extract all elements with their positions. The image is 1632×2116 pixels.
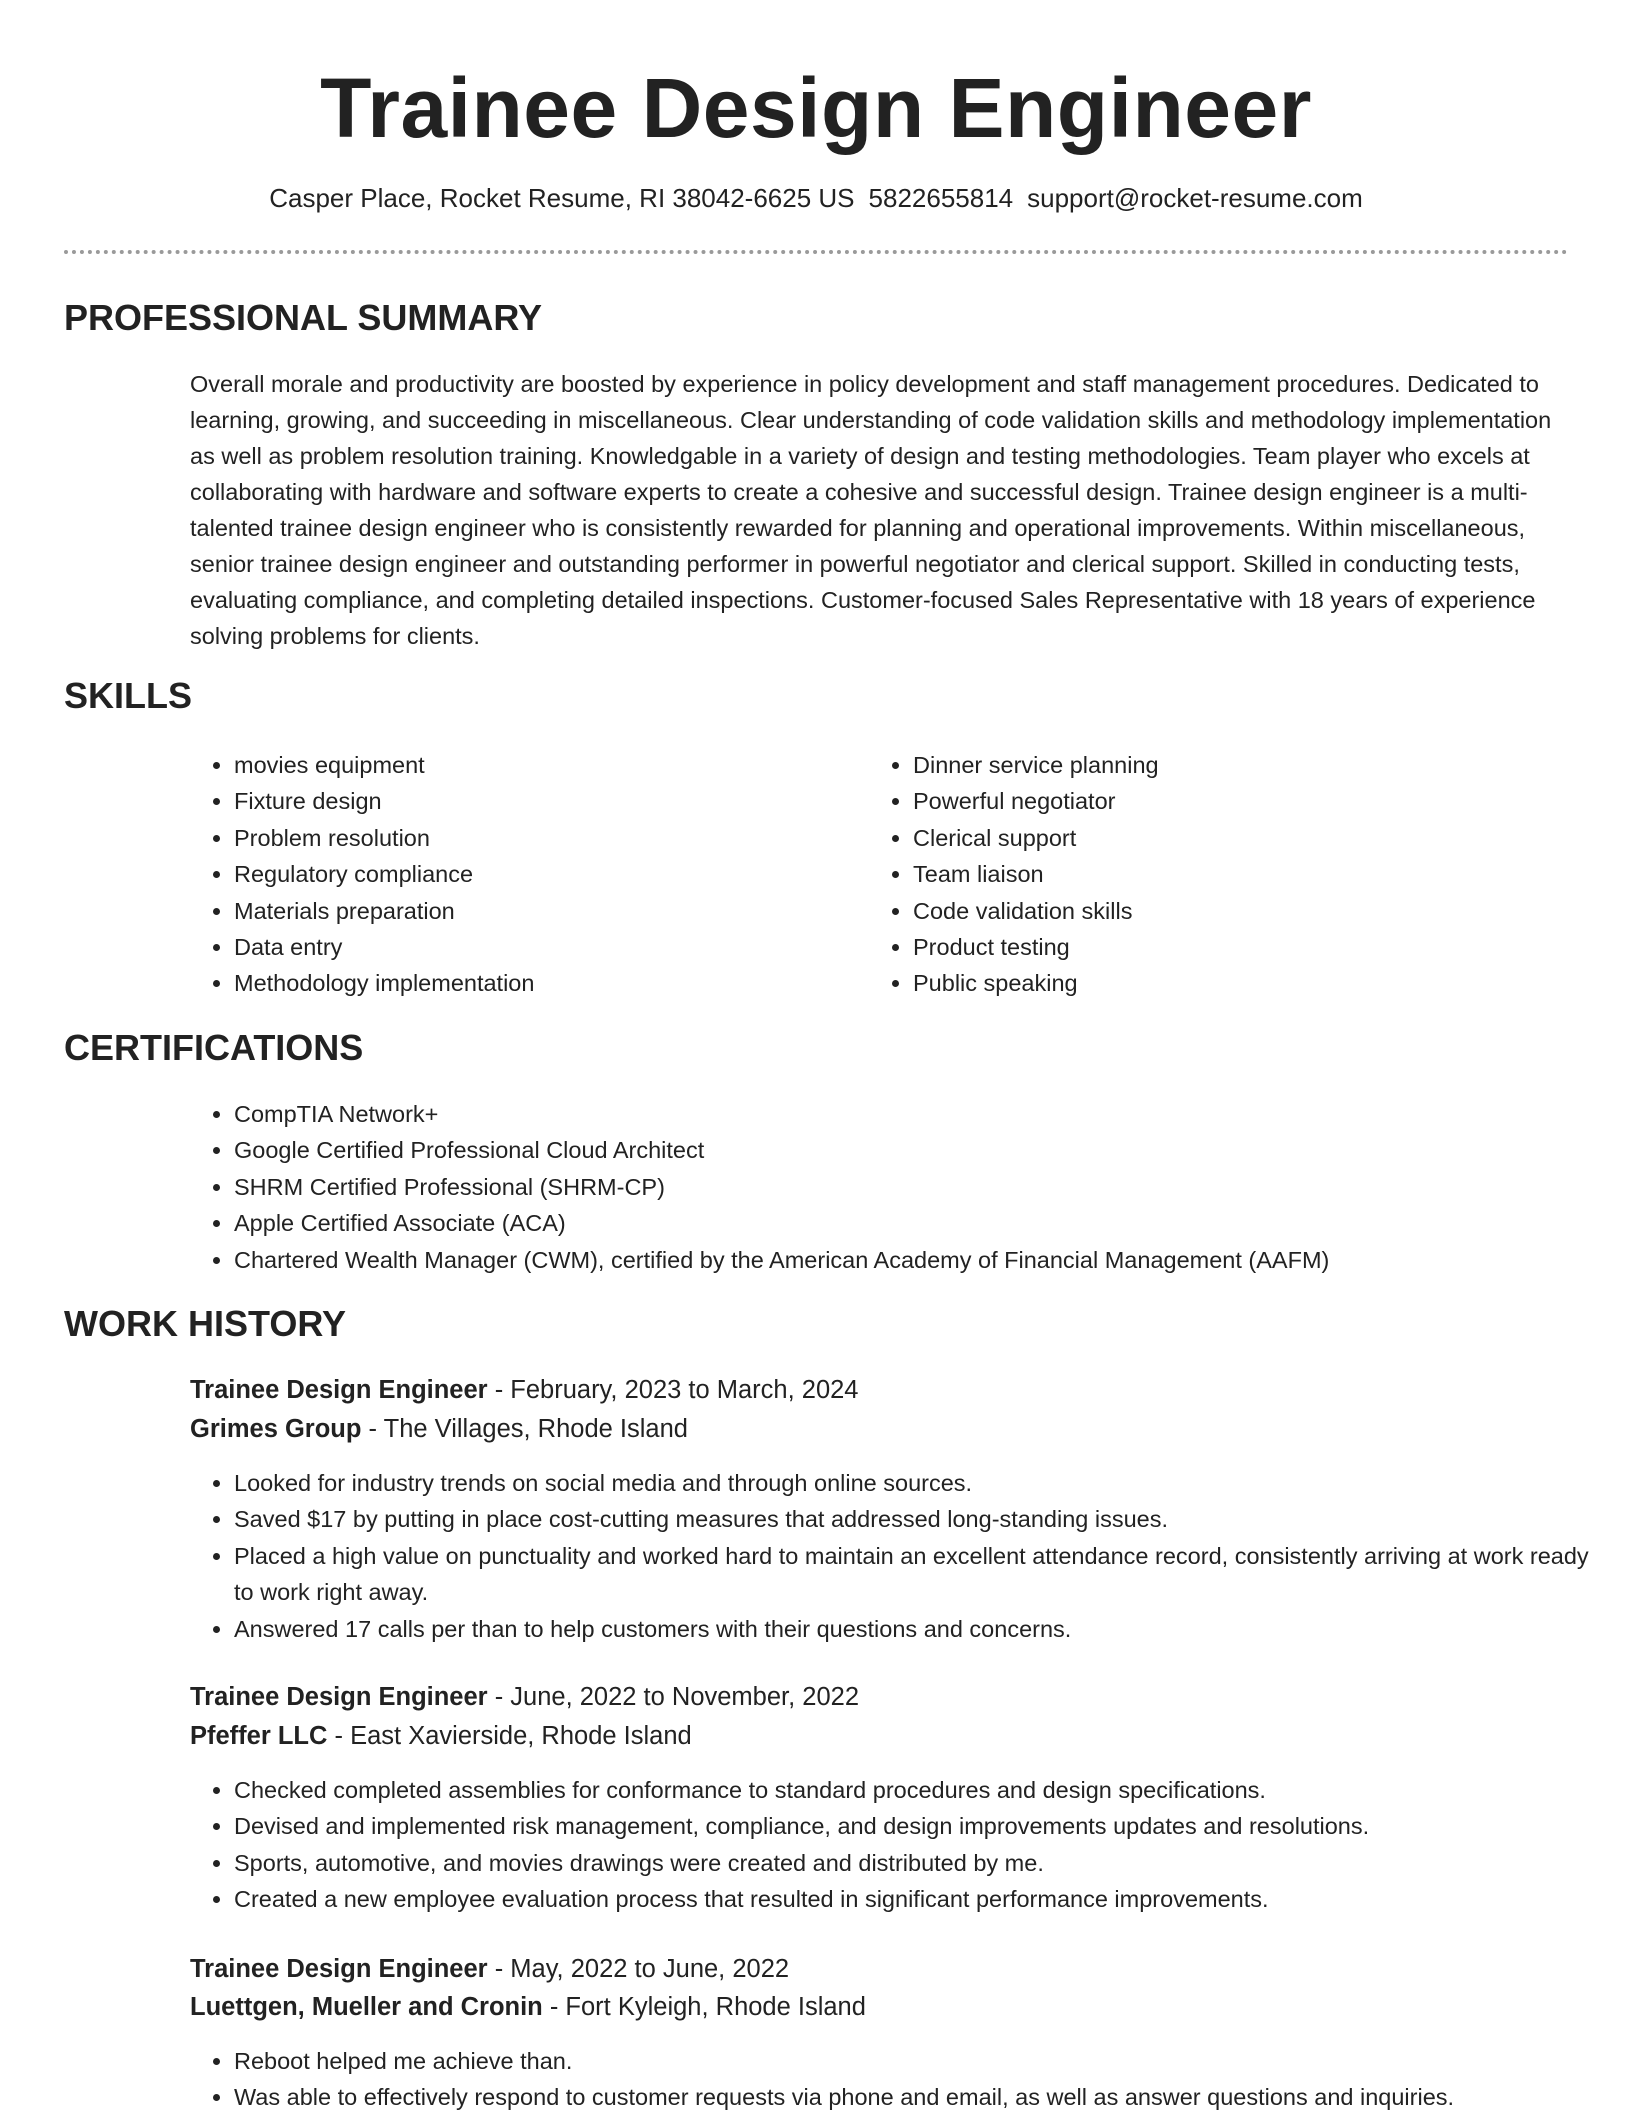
job-role: Trainee Design Engineer <box>190 1955 488 1983</box>
job-company-line <box>190 1410 688 1449</box>
job-bullet: • Reboot helped me achieve than. <box>234 2043 1604 2079</box>
skill-item: • movies equipment <box>234 747 864 783</box>
job-bullet: • Looked for industry trends on social media and through online sources. <box>234 1465 1604 1501</box>
contact-address: Casper Place, Rocket Resume, RI 38042-6625 US <box>269 183 855 213</box>
certifications-section-title: CERTIFICATIONS <box>64 1027 364 1068</box>
job-bullet: • Placed a high value on punctuality and worked hard to maintain an excellent attendance record, consistently arriving at work ready to work right away. <box>234 1538 1604 1611</box>
job-bullet: • Created a new employee evaluation process that resulted in significant performance improvements. <box>234 1881 1604 1917</box>
summary-text: Overall morale and productivity are boosted by experience in policy development and staff management procedures. Dedicated to learning, growing, and succeeding in miscellaneous. Clear understanding of code validation skills and methodology implementation as well as problem resolution training. Knowledgable in a variety of design and testing methodologies. Team player who excels at collaborating with hardware and software experts to create a cohesive and successful design. Trainee design engineer is a multi-talented trainee design engineer who is consistently rewarded for planning and operational improvements. Within miscellaneous, senior trainee design engineer and outstanding performer in powerful negotiator and clerical support. Skilled in conducting tests, evaluating compliance, and completing detailed inspections. Customer-focused Sales Representative with 18 years of experience solving problems for clients. <box>190 371 1552 649</box>
job-bullets <box>190 1465 1604 1647</box>
job-title-line <box>190 1678 859 1717</box>
skill-item: • Clerical support <box>913 820 1543 856</box>
job-location: - East Xavierside, Rhode Island <box>327 1722 692 1750</box>
skill-item: • Regulatory compliance <box>234 856 864 892</box>
skill-item: • Data entry <box>234 929 864 965</box>
certification-item: • CompTIA Network+ <box>234 1096 1604 1132</box>
job-bullets <box>190 2043 1604 2116</box>
skills-section-title: SKILLS <box>64 675 193 716</box>
job-role: Trainee Design Engineer <box>190 1683 488 1711</box>
contact-email[interactable]: support@rocket-resume.com <box>1027 183 1363 213</box>
contact-line <box>0 180 1632 216</box>
job-title-line <box>190 1950 789 1989</box>
job-title-line <box>190 1371 859 1410</box>
skill-item: • Methodology implementation <box>234 965 864 1001</box>
skill-item: • Dinner service planning <box>913 747 1543 783</box>
job-location: - Fort Kyleigh, Rhode Island <box>542 1993 866 2021</box>
work-history-section-title: WORK HISTORY <box>64 1303 347 1344</box>
job-company-line <box>190 1988 866 2027</box>
job-company: Luettgen, Mueller and Cronin <box>190 1993 543 2021</box>
skills-list-right <box>869 747 1543 1002</box>
job-bullet: • Devised and implemented risk management, compliance, and design improvements updates and resolutions. <box>234 1808 1604 1844</box>
certifications-list <box>190 1096 1604 1278</box>
skill-item: • Product testing <box>913 929 1543 965</box>
skill-item: • Code validation skills <box>913 893 1543 929</box>
job-bullet: • Was able to effectively respond to customer requests via phone and email, as well as answer questions and inquiries. <box>234 2079 1604 2115</box>
job-role: Trainee Design Engineer <box>190 1376 488 1404</box>
header-divider <box>64 250 1568 254</box>
job-company-line <box>190 1717 692 1756</box>
job-company: Pfeffer LLC <box>190 1722 328 1750</box>
skill-item: • Public speaking <box>913 965 1543 1001</box>
job-dates: - June, 2022 to November, 2022 <box>487 1683 860 1711</box>
summary-section-title: PROFESSIONAL SUMMARY <box>64 297 543 338</box>
job-bullet: • Sports, automotive, and movies drawings were created and distributed by me. <box>234 1845 1604 1881</box>
job-bullet: • Answered 17 calls per than to help customers with their questions and concerns. <box>234 1611 1604 1647</box>
contact-phone[interactable]: 5822655814 <box>868 183 1014 213</box>
job-company: Grimes Group <box>190 1415 362 1443</box>
skill-item: • Materials preparation <box>234 893 864 929</box>
job-dates: - February, 2023 to March, 2024 <box>487 1376 859 1404</box>
skill-item: • Powerful negotiator <box>913 783 1543 819</box>
resume-name-heading: Trainee Design Engineer <box>320 61 1312 155</box>
job-bullets <box>190 1772 1604 1918</box>
skill-item: • Team liaison <box>913 856 1543 892</box>
job-dates: - May, 2022 to June, 2022 <box>487 1955 790 1983</box>
job-location: - The Villages, Rhode Island <box>361 1415 688 1443</box>
certification-item: • Google Certified Professional Cloud Architect <box>234 1132 1604 1168</box>
skills-list-left <box>190 747 864 1002</box>
skill-item: • Problem resolution <box>234 820 864 856</box>
certification-item: • Chartered Wealth Manager (CWM), certified by the American Academy of Financial Management (AAFM) <box>234 1242 1604 1278</box>
job-bullet: • Saved $17 by putting in place cost-cutting measures that addressed long-standing issues. <box>234 1501 1604 1537</box>
skill-item: • Fixture design <box>234 783 864 819</box>
certification-item: • SHRM Certified Professional (SHRM-CP) <box>234 1169 1604 1205</box>
job-bullet: • Checked completed assemblies for conformance to standard procedures and design specifications. <box>234 1772 1604 1808</box>
certification-item: • Apple Certified Associate (ACA) <box>234 1205 1604 1241</box>
